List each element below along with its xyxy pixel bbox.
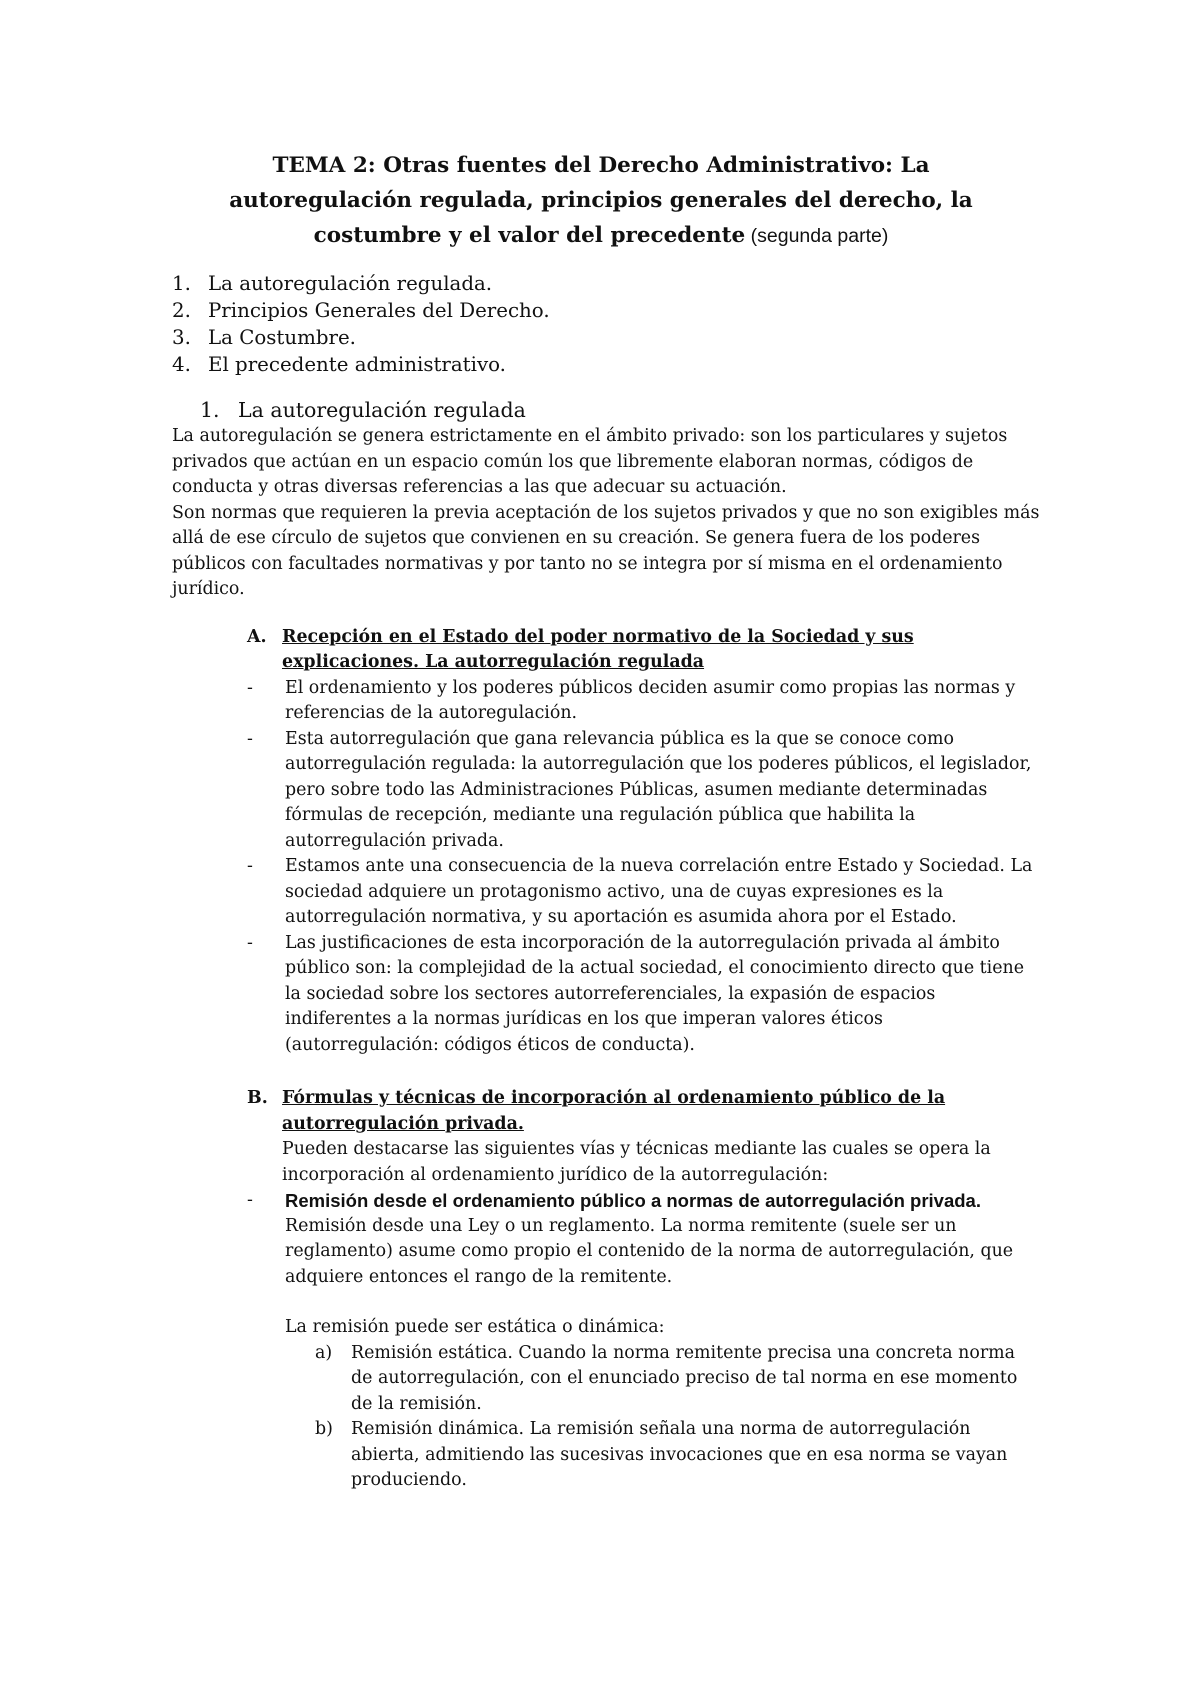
title-subtitle: (segunda parte) <box>745 225 889 247</box>
list-item-text: Estamos ante una consecuencia de la nueva correlación entre Estado y Sociedad. La sociedad adquiere un protagonismo activo, una de cuyas expresiones es la autorregulación normativa, y su aportación es asumida ahora por el Estado. <box>285 856 1033 927</box>
option-letter: b) <box>315 1419 333 1439</box>
dash-marker: - <box>247 856 253 876</box>
section-title: La autoregulación regulada <box>238 398 526 422</box>
technique-paragraph: La remisión puede ser estática o dinámica: <box>285 1317 665 1337</box>
section-heading <box>172 396 1040 424</box>
subsection-title: Fórmulas y técnicas de incorporación al ordenamiento público de la autorregulación privada. <box>282 1088 946 1134</box>
document-title <box>172 148 1040 254</box>
subsection-intro: Pueden destacarse las siguientes vías y técnicas mediante las cuales se opera la incorporación al ordenamiento jurídico de la autorregulación: <box>282 1139 991 1185</box>
toc-number: 2. <box>172 299 191 322</box>
toc-number: 1. <box>172 272 191 295</box>
section-paragraph: Son normas que requieren la previa aceptación de los sujetos privados y que no son exigibles más allá de ese círculo de sujetos que convienen en su creación. Se genera fuera de los poderes públicos con facultades normativas y por tanto no se integra por sí misma en el ordenamiento jurídico. <box>172 502 1040 599</box>
toc-item <box>172 270 1040 297</box>
toc-number: 4. <box>172 353 191 376</box>
toc-item <box>172 324 1040 351</box>
toc-item <box>172 351 1040 378</box>
toc-number: 3. <box>172 326 191 349</box>
dash-marker: - <box>247 677 253 698</box>
toc-text: La Costumbre. <box>208 326 356 349</box>
toc-text: El precedente administrativo. <box>208 353 506 376</box>
title-bold: TEMA 2: Otras fuentes del Derecho Administrativo: La autoregulación regulada, principios generales del derecho, la costumbre y el valor del precedente <box>229 153 973 248</box>
subsection-title: Recepción en el Estado del poder normativo de la Sociedad y sus explicaciones. La autorregulación regulada <box>282 626 914 672</box>
toc-text: Principios Generales del Derecho. <box>208 299 550 322</box>
option-text: Remisión dinámica. La remisión señala una norma de autorregulación abierta, admitiendo las sucesivas invocaciones que en esa norma se vayan produciendo. <box>351 1419 1008 1490</box>
table-of-contents <box>172 270 1040 378</box>
list-item <box>247 727 1040 855</box>
dash-marker: - <box>247 728 253 749</box>
list-item <box>247 931 1040 1059</box>
options-list <box>172 1341 1040 1494</box>
list-item-text: Las justificaciones de esta incorporación de la autorregulación privada al ámbito público son: la complejidad de la actual sociedad, el conocimiento directo que tiene la sociedad sobre los sectores autorreferenciales, la expasión de espacios indiferentes a la normas jurídicas en los que imperan valores éticos (autorregulación: códigos éticos de conducta). <box>285 932 1025 1055</box>
dash-marker: - <box>247 932 253 953</box>
section-number: 1. <box>200 398 220 422</box>
technique-paragraph: Remisión desde una Ley o un reglamento. La norma remitente (suele ser un reglamento) asume como propio el contenido de la norma de autorregulación, que adquiere entonces el rango de la remitente. <box>285 1215 1014 1287</box>
option-letter: a) <box>315 1342 333 1363</box>
toc-text: La autoregulación regulada. <box>208 272 493 295</box>
list-item <box>247 676 1040 727</box>
technique-heading <box>172 1188 1040 1214</box>
subsection-letter: A. <box>247 626 267 647</box>
subsection-heading-a <box>172 625 1040 676</box>
subsection-heading-b <box>172 1086 1040 1137</box>
subsection-letter: B. <box>247 1088 268 1108</box>
bullet-list <box>172 676 1040 1059</box>
toc-item <box>172 297 1040 324</box>
list-item-text: El ordenamiento y los poderes públicos deciden asumir como propias las normas y referencias de la autoregulación. <box>285 677 1016 723</box>
list-item <box>315 1417 1040 1494</box>
spacer <box>172 1290 1040 1315</box>
section-paragraph: La autoregulación se genera estrictamente en el ámbito privado: son los particulares y sujetos privados que actúan en un espacio común los que libremente elaboran normas, códigos de conducta y otras diversas referencias a las que adecuar su actuación. <box>172 426 1008 497</box>
list-item <box>315 1341 1040 1418</box>
option-text: Remisión estática. Cuando la norma remitente precisa una concreta norma de autorregulación, con el enunciado preciso de tal norma en ese momento de la remisión. <box>351 1342 1018 1414</box>
dash-marker: - <box>247 1190 253 1210</box>
list-item <box>247 854 1040 931</box>
technique-title: Remisión desde el ordenamiento público a normas de autorregulación privada. <box>285 1190 981 1211</box>
list-item-text: Esta autorregulación que gana relevancia pública es la que se conoce como autorregulación regulada: la autorregulación que los poderes públicos, el legislador, pero sobre todo las Administraciones Públicas, asumen mediante determinadas fórmulas de recepción, mediante una regulación pública que habilita la autorregulación privada. <box>285 728 1032 851</box>
